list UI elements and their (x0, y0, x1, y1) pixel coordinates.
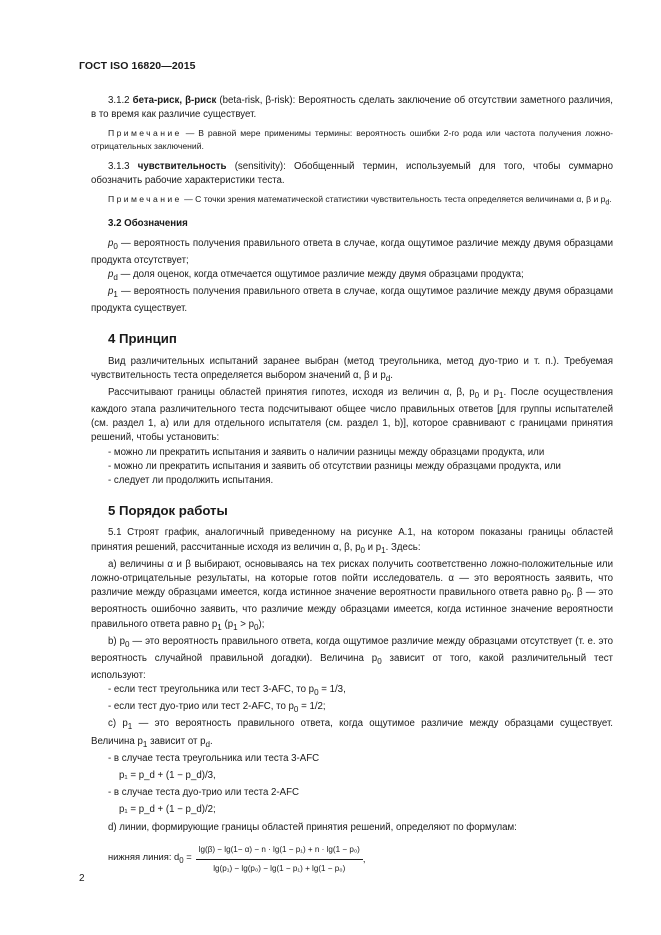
formula-fraction (196, 843, 363, 876)
definition-3-1-3: 3.1.3 чувствительность (sensitivity): Обобщенный термин, используемый для того, чтобы суммарно обозначить рабочие характеристики теста. (91, 160, 613, 186)
note-2: Примечание — С точки зрения математической статистики чувствительность теста определяется величинами α, β и $p_d$. (108, 194, 612, 207)
formula-lower-line: нижняя линия: $d_0$ = $\frac{\text{lg(β) − lg(1− α) − n · lg(1 − p₁) + n · lg(1 − p₀)}}{\text{lg(p₁) − lg(p₀) − lg(1 − p₁) + lg(1 − p₀)}}$ , (91, 843, 613, 876)
formula-p1-duotrio: p₁ = p_d + (1 − p_d)/2; (119, 804, 216, 816)
principle-paragraph-2: Рассчитывают границы областей принятия гипотез, исходя из величин α, β, $p_0$ и $p_1$. После осуществления каждого этапа различительного теста подсчитывают общее число правильных ответов [для группы испытателей (см. раздел 1, a) или для отдельного испытателя (см. раздел 1, b)], которое сравнивают с границами принятия решений, чтобы установить: (91, 386, 613, 444)
page-number: 2 (79, 873, 85, 884)
procedure-5-1: 5.1 Строят график, аналогичный приведенному на рисунке А.1, на котором показаны границы областей принятия решений, рассчитанные исходя из величин α, β, $p_0$ и $p_1$. Здесь: (91, 527, 613, 555)
principle-bullet-2: - можно ли прекратить испытания и заявить об отсутствии разницы между образцами продукта, или (108, 460, 561, 472)
term-sensitivity: чувствительность (137, 160, 227, 172)
section-4-heading: 4 Принцип (108, 331, 177, 347)
principle-bullet-1: - можно ли прекратить испытания и заявить о наличии разницы между образцами продукта, или (108, 446, 545, 458)
principle-bullet-3: - следует ли продолжить испытания. (108, 475, 274, 487)
section-3-2-heading: 3.2 Обозначения (108, 218, 188, 230)
p0-triangle-bullet: - если тест треугольника или тест 3-AFC, то $p_0 = 1/3$, (108, 684, 346, 698)
document-header: ГОСТ ISO 16820—2015 (79, 60, 196, 72)
page-content (91, 94, 613, 876)
p1-triangle-bullet: - в случае теста треугольника или теста 3-AFC (108, 752, 320, 764)
designation-p1: $p_1$ — вероятность получения правильного ответа в случае, когда ощутимое различие между двумя образцами продукта существует. (91, 286, 613, 315)
formula-label: нижняя линия: $d_0$ = (108, 851, 192, 866)
p0-duotrio-bullet: - если тест дуо-трио или тест 2-AFC, то $p_0 = 1/2$; (108, 701, 326, 715)
formula-denominator: lg(p₁) − lg(p₀) − lg(1 − p₁) + lg(1 − p₀) (213, 863, 346, 873)
p1-duotrio-bullet: - в случае теста дуо-трио или теста 2-AFC (108, 787, 300, 799)
principle-paragraph-1: Вид различительных испытаний заранее выбран (метод треугольника, метод дуо-трио и т. п.). Требуемая чувствительность теста определяется выбором значений α, β и $p_d$. (91, 355, 613, 383)
procedure-item-c: c) $p_1$ — это вероятность правильного ответа, когда ощутимое различие между образцами существует. Величина $p_1$ зависит от $p_d$. (91, 718, 613, 749)
definition-3-1-2: 3.1.2 бета-риск, β-риск (beta-risk, β-risk): Вероятность сделать заключение об отсутствии заметного различия, в то время как различие существует. (91, 95, 613, 121)
procedure-item-d: d) линии, формирующие границы областей принятия решений, определяют по формулам: (108, 821, 517, 833)
section-5-heading: 5 Порядок работы (108, 503, 228, 519)
note-1: Примечание — В равной мере применимы термины: вероятность ошибки 2-го рода или частота получения ложно-отрицательных заключений. (91, 128, 614, 151)
designation-pd: $p_d$ — доля оценок, когда отмечается ощутимое различие между двумя образцами продукта; (108, 268, 524, 282)
procedure-item-a: a) величины α и β выбирают, основываясь на тех рисках получить соответственно ложно-положительные или ложно-отрицательные результаты, на которые готов пойти исследователь. α — это вероятность заявить, что различие между образцами имеется, когда истинное значение вероятности правильного ответа равно $p_0$. β — это вероятность ошибочно заявить, что различие между образцами имеется, когда истинное значение вероятности правильного ответа равно $p_1$ $(p_1 > p_0)$; (91, 558, 613, 632)
designation-p0: $p_0$ — вероятность получения правильного ответа в случае, когда ощутимое различие между двумя образцами продукта отсутствует; (91, 237, 613, 266)
term-beta-risk: бета-риск, β-риск (132, 95, 217, 106)
formula-p1-triangle: p₁ = p_d + (1 − p_d)/3, (119, 769, 216, 781)
procedure-item-b: b) $p_0$ — это вероятность правильного ответа, когда ощутимое различие между образцами отсутствует (т. е. это вероятность случайной правильной догадки). Величина $p_0$ зависит от того, какой различительный тест используют: (91, 635, 613, 681)
formula-numerator: lg(β) − lg(1− α) − n · lg(1 − p₁) + n · lg(1 − p₀) (196, 843, 363, 860)
